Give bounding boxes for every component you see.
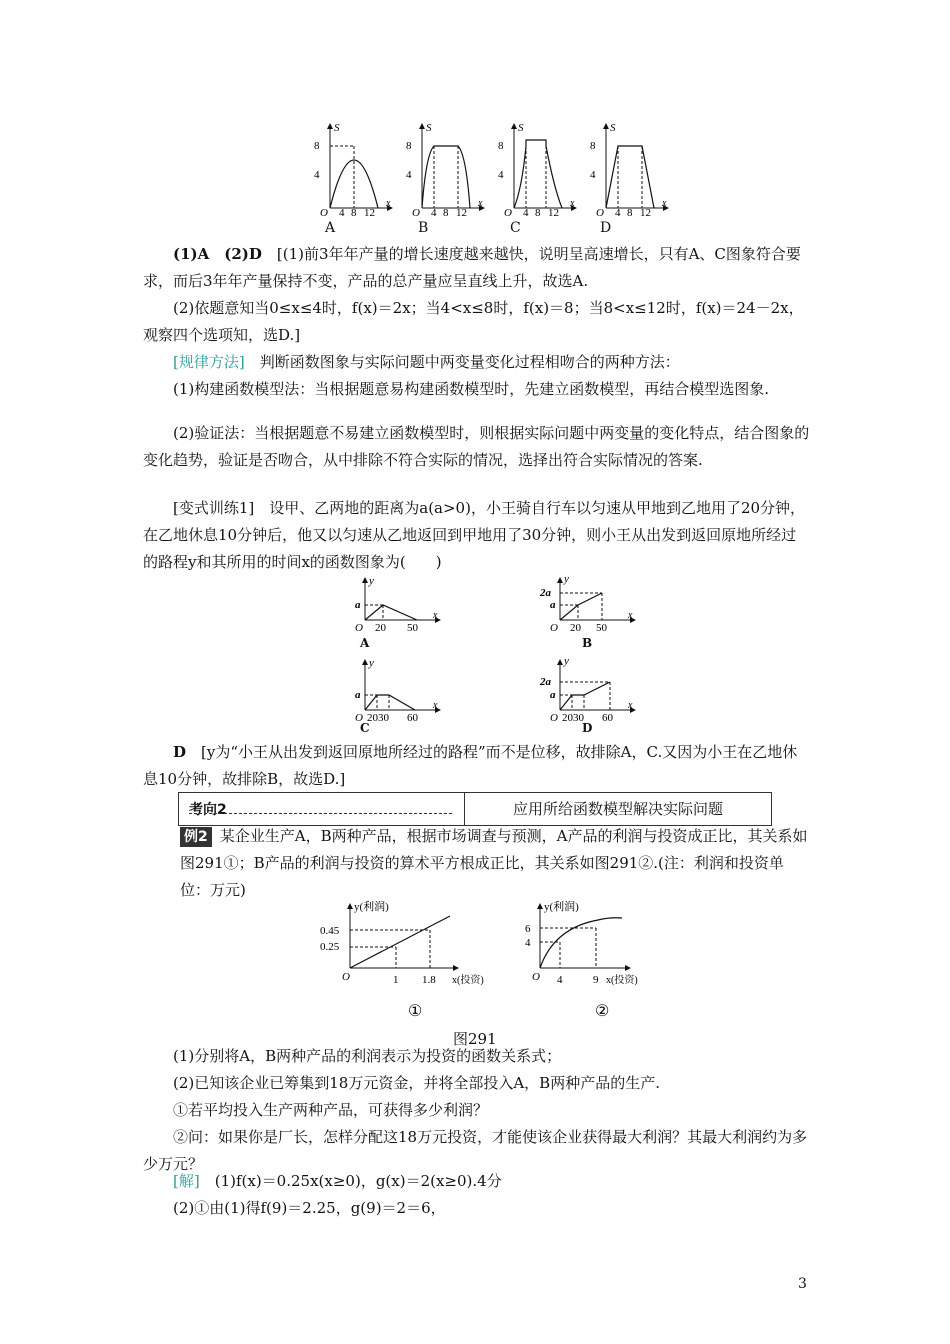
graph-d: [590, 122, 668, 218]
svg-text:8: 8: [406, 140, 412, 152]
svg-text:60: 60: [407, 712, 418, 724]
svg-text:20: 20: [375, 622, 386, 634]
question-1: (1)分别将A，B两种产品的利润表示为投资的函数关系式；: [173, 1047, 562, 1065]
axis-s: S: [334, 122, 340, 134]
solution-1-part2: (2)依题意知当0≤x≤4时，f(x)＝2x；当4<x≤8时，f(x)＝8；当8<x≤12时，f(x)＝24－2x，观察四个选项知，选D.]: [143, 299, 804, 344]
svg-text:y: y: [369, 657, 374, 669]
svg-text:2a: 2a: [540, 676, 551, 688]
svg-text:O: O: [550, 622, 558, 634]
graph-a: [314, 122, 392, 218]
svg-text:12: 12: [640, 207, 651, 218]
svg-text:a: a: [355, 599, 361, 611]
svg-text:a: a: [550, 599, 556, 611]
graph-c: [498, 122, 576, 218]
graph-mid-d: [539, 655, 635, 724]
svg-text:8: 8: [351, 207, 357, 218]
svg-text:6: 6: [525, 923, 531, 935]
origin: O: [320, 207, 328, 218]
svg-text:x: x: [570, 198, 575, 209]
kaoxiang-tag: 考向2: [189, 802, 227, 818]
svg-text:2030: 2030: [367, 712, 389, 724]
svg-text:12: 12: [456, 207, 467, 218]
svg-text:y: y: [369, 575, 374, 587]
mid-label-c: C: [360, 721, 370, 735]
svg-text:O: O: [550, 712, 558, 724]
example-2: 例2 某企业生产A，B两种产品，根据市场调查与预测，A产品的利润与投资成正比，其关系如图291①；B产品的利润与投资的算术平方根成正比，其关系如图291②.(注：利润和投资单位：万元): [180, 827, 808, 899]
svg-text:2a: 2a: [540, 587, 551, 599]
svg-text:a: a: [550, 689, 556, 701]
svg-text:x: x: [662, 198, 667, 209]
solution-line-1: [解] (1)f(x)＝0.25x(x≥0)，g(x)＝2(x≥0).4分: [173, 1172, 502, 1190]
method-2: (2)验证法：当根据题意不易建立函数模型时，则根据实际问题中两变量的变化特点，结合图象的变化趋势，验证是否吻合，从中排除不符合实际的情况，选择出符合实际情况的答案.: [143, 424, 810, 469]
svg-text:8: 8: [498, 140, 504, 152]
graph-profit-a: [320, 899, 484, 986]
solution-line-2: (2)①由(1)得f(9)＝2.25，g(9)＝2＝6，: [173, 1199, 446, 1217]
svg-text:4: 4: [431, 207, 437, 218]
graph-mid-b: [539, 573, 635, 634]
svg-text:0.25: 0.25: [320, 941, 340, 953]
question-2a: ①若平均投入生产两种产品，可获得多少利润？: [173, 1101, 489, 1119]
svg-text:S: S: [518, 122, 524, 134]
svg-text:O: O: [342, 971, 350, 983]
mid-label-a: A: [360, 636, 370, 650]
svg-text:S: S: [426, 122, 432, 134]
svg-text:y: y: [564, 655, 569, 667]
figure-profit-graphs: [320, 898, 660, 1023]
svg-text:12: 12: [548, 207, 559, 218]
graph-number-2: ②: [595, 1003, 610, 1020]
label-b: B: [418, 220, 429, 236]
svg-text:x: x: [478, 198, 483, 209]
kaoxiang-box: [178, 792, 772, 826]
svg-text:4: 4: [339, 207, 345, 218]
page-number: 3: [798, 1276, 807, 1292]
tick-4: 4: [314, 169, 320, 181]
svg-text:50: 50: [407, 622, 418, 634]
svg-text:4: 4: [525, 937, 531, 949]
svg-text:S: S: [610, 122, 616, 134]
svg-text:O: O: [355, 622, 363, 634]
svg-text:x: x: [433, 610, 438, 621]
graph-b: [406, 122, 484, 218]
svg-text:9: 9: [593, 974, 599, 986]
svg-text:1.8: 1.8: [422, 974, 436, 986]
svg-text:8: 8: [443, 207, 449, 218]
svg-text:x: x: [386, 198, 391, 209]
graph-number-1: ①: [408, 1003, 423, 1020]
svg-text:x(投资): x(投资): [452, 975, 484, 986]
svg-text:4: 4: [406, 169, 412, 181]
svg-text:x: x: [628, 700, 633, 711]
svg-text:y: y: [564, 573, 569, 585]
label-a: A: [325, 220, 336, 236]
svg-text:1: 1: [393, 974, 399, 986]
question-2: (2)已知该企业已筹集到18万元资金，并将全部投入A，B两种产品的生产.: [173, 1074, 660, 1092]
svg-text:x: x: [628, 610, 633, 621]
svg-text:a: a: [355, 689, 361, 701]
svg-text:x: x: [433, 700, 438, 711]
svg-text:8: 8: [627, 207, 633, 218]
svg-text:4: 4: [557, 974, 563, 986]
label-d: D: [600, 220, 612, 236]
svg-text:O: O: [355, 712, 363, 724]
tick-8: 8: [314, 140, 320, 152]
svg-text:O: O: [412, 207, 420, 218]
label-c: C: [510, 220, 521, 236]
example-tag: 例2: [180, 827, 212, 847]
svg-text:8: 8: [590, 140, 596, 152]
svg-text:O: O: [596, 207, 604, 218]
svg-text:2030: 2030: [562, 712, 584, 724]
solution-1: (1)A (2)D [(1)前3年年产量的增长速度越来越快，说明呈高速增长，只有A、C图象符合要求，而后3年年产量保持不变，产品的总产量应呈直线上升，故选A.: [143, 245, 801, 290]
svg-text:60: 60: [602, 712, 613, 724]
graph-mid-a: [355, 575, 440, 634]
method-title: [规律方法] 判断函数图象与实际问题中两变量变化过程相吻合的两种方法：: [173, 353, 680, 371]
figure-mid-graphs: [345, 572, 645, 742]
svg-text:4: 4: [615, 207, 621, 218]
svg-text:8: 8: [535, 207, 541, 218]
svg-text:50: 50: [596, 622, 607, 634]
kaoxiang-title: 应用所给函数模型解决实际问题: [512, 800, 723, 818]
svg-text:y(利润): y(利润): [544, 901, 579, 913]
svg-text:O: O: [532, 971, 540, 983]
figure-top-graphs: [300, 118, 700, 218]
graph-mid-c: [355, 657, 440, 724]
svg-text:4: 4: [498, 169, 504, 181]
solution-2: D [y为“小王从出发到返回原地所经过的路程”而不是位移，故排除A，C.又因为小王在乙地休息10分钟，故排除B，故选D.]: [143, 743, 798, 788]
mid-label-d: D: [582, 721, 593, 735]
svg-text:4: 4: [590, 169, 596, 181]
mid-label-b: B: [582, 636, 593, 650]
question-2b: ②问：如果你是厂长，怎样分配这18万元投资，才能使该企业获得最大利润？其最大利润约为多少万元？: [143, 1128, 808, 1173]
svg-text:x(投资): x(投资): [606, 975, 638, 986]
svg-text:0.45: 0.45: [320, 925, 340, 937]
svg-text:12: 12: [364, 207, 375, 218]
method-1: (1)构建函数模型法：当根据题意易构建函数模型时，先建立函数模型，再结合模型选图象.: [173, 380, 770, 398]
variant-training: [变式训练1] 设甲、乙两地的距离为a(a>0)，小王骑自行车以匀速从甲地到乙地用了20分钟，在乙地休息10分钟后，他又以匀速从乙地返回到甲地用了30分钟，则小王从出发到返回原地所经过的路程y和其所用的时间x的函数图象为( ): [143, 499, 806, 571]
svg-text:O: O: [504, 207, 512, 218]
svg-text:20: 20: [570, 622, 581, 634]
figure-caption: 图291: [453, 1030, 497, 1048]
svg-text:4: 4: [523, 207, 529, 218]
graph-profit-b: [525, 899, 638, 986]
svg-text:y(利润): y(利润): [354, 901, 389, 913]
